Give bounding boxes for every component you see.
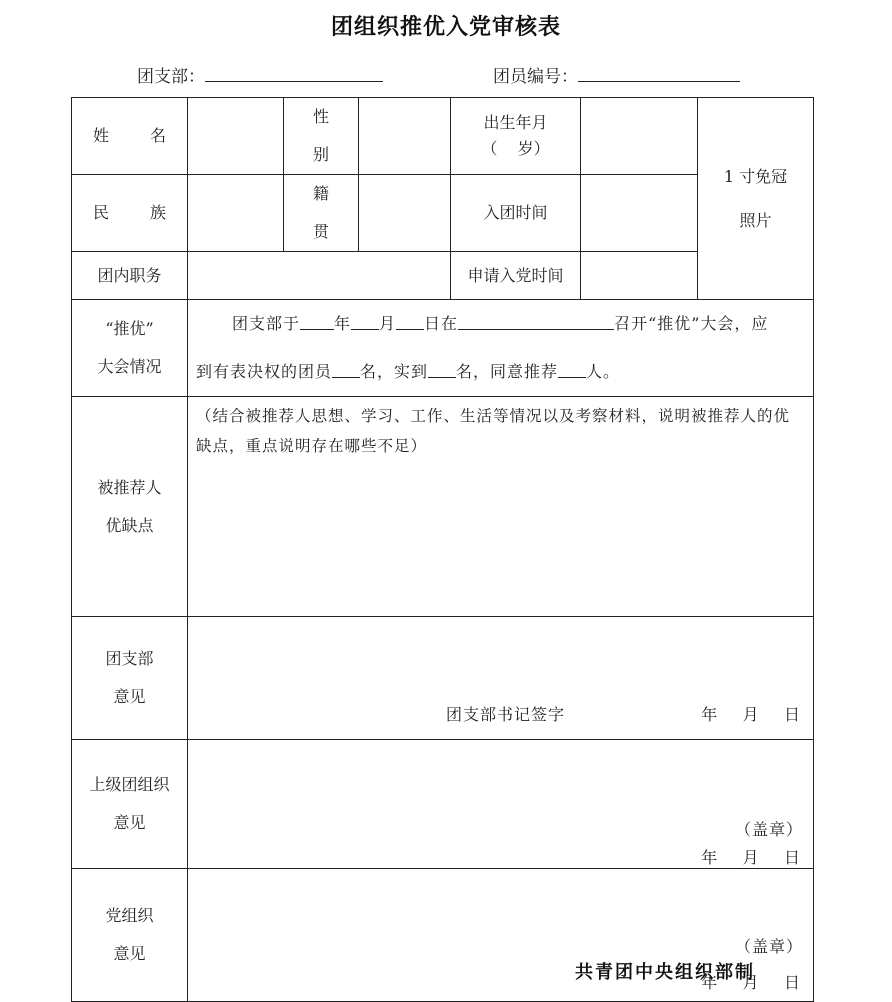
branch-label: 团支部： [137, 67, 205, 87]
join-league-time-value-cell[interactable] [581, 175, 698, 252]
merits-content-cell[interactable] [188, 397, 814, 617]
page-title: 团组织推优入党审核表 [330, 15, 561, 40]
meeting-text-3: 月 [379, 314, 397, 333]
meeting-text-5: 召开“推优”大会，应 [614, 314, 769, 333]
party-seal-label: （盖章） [734, 936, 803, 956]
name-label: 姓 名 [72, 98, 188, 175]
branch-opinion-content-cell[interactable] [188, 617, 814, 740]
merits-label-cell [72, 397, 188, 617]
member-no-label: 团员编号： [493, 67, 578, 87]
eligible-count-blank[interactable] [332, 361, 360, 378]
day-blank[interactable] [396, 313, 424, 330]
superior-opinion-label-cell [72, 740, 188, 869]
branch-opinion-date: 年 月 日 [701, 704, 801, 724]
superior-opinion-label-line2: 意见 [113, 813, 146, 832]
branch-input-line[interactable] [205, 63, 383, 82]
location-blank[interactable] [458, 313, 614, 330]
party-opinion-label-cell [72, 869, 188, 1002]
issuer-footer: 共青团中央组织部制 [575, 962, 755, 983]
branch-opinion-label-line2: 意见 [113, 687, 146, 706]
photo-cell[interactable] [698, 98, 814, 300]
photo-label-line1: 1 寸免冠 [723, 166, 788, 186]
party-opinion-date: 年 月 日 [701, 972, 801, 992]
branch-field [137, 62, 383, 87]
origin-value-cell[interactable] [359, 175, 451, 252]
meeting-content-cell[interactable] [188, 300, 814, 397]
meeting-text-2: 年 [334, 314, 352, 333]
birth-label-cell [451, 98, 581, 175]
branch-opinion-label-line1: 团支部 [105, 649, 154, 668]
photo-label-line2: 照片 [739, 210, 772, 230]
name-value-cell[interactable] [188, 98, 284, 175]
origin-label: 籍 贯 [284, 175, 359, 252]
ethnicity-label: 民 族 [72, 175, 188, 252]
review-form-table [71, 97, 814, 1002]
meeting-line1 [188, 300, 813, 348]
agreed-count-blank[interactable] [558, 361, 586, 378]
join-league-time-label: 入团时间 [451, 175, 581, 252]
age-label: （ 岁） [481, 139, 550, 158]
merits-note: （结合被推荐人思想、学习、工作、生活等情况以及考察材料，说明被推荐人的优缺点，重点说明存在哪些不足） [196, 407, 791, 455]
merits-label-line2: 优缺点 [105, 515, 154, 535]
meeting-label-line2: 大会情况 [97, 357, 162, 376]
party-opinion-label-line2: 意见 [113, 944, 146, 963]
attended-count-blank[interactable] [428, 361, 456, 378]
branch-secretary-signature-label: 团支部书记签字 [446, 704, 566, 724]
apply-party-time-label: 申请入党时间 [451, 252, 581, 300]
year-blank[interactable] [300, 313, 334, 330]
meeting-text-4: 日在 [424, 314, 459, 333]
party-opinion-label-line1: 党组织 [105, 906, 154, 925]
birth-label: 出生年月 [483, 113, 548, 132]
league-position-value-cell[interactable] [188, 252, 451, 300]
meeting-text-9: 人。 [586, 362, 621, 381]
meeting-label-cell [72, 300, 188, 397]
meeting-text-7: 名，实到 [360, 362, 429, 381]
member-no-input-line[interactable] [578, 63, 740, 82]
superior-opinion-content-cell[interactable] [188, 740, 814, 869]
branch-opinion-label-cell [72, 617, 188, 740]
superior-opinion-date: 年 月 日 [701, 847, 801, 867]
meeting-label-line1: “推优” [105, 319, 154, 338]
superior-opinion-label-line1: 上级团组织 [89, 775, 170, 794]
ethnicity-value-cell[interactable] [188, 175, 284, 252]
superior-seal-label: （盖章） [734, 819, 803, 839]
gender-value-cell[interactable] [359, 98, 451, 175]
meeting-text-8: 名，同意推荐 [456, 362, 559, 381]
merits-label-line1: 被推荐人 [97, 477, 162, 497]
league-position-label: 团内职务 [72, 252, 188, 300]
meeting-text-1: 团支部于 [232, 314, 301, 333]
gender-label: 性 别 [284, 98, 359, 175]
month-blank[interactable] [351, 313, 379, 330]
meeting-text-6: 到有表决权的团员 [196, 362, 333, 381]
birth-value-cell[interactable] [581, 98, 698, 175]
apply-party-time-value-cell[interactable] [581, 252, 698, 300]
member-no-field [493, 62, 740, 87]
meeting-line2 [188, 348, 813, 396]
